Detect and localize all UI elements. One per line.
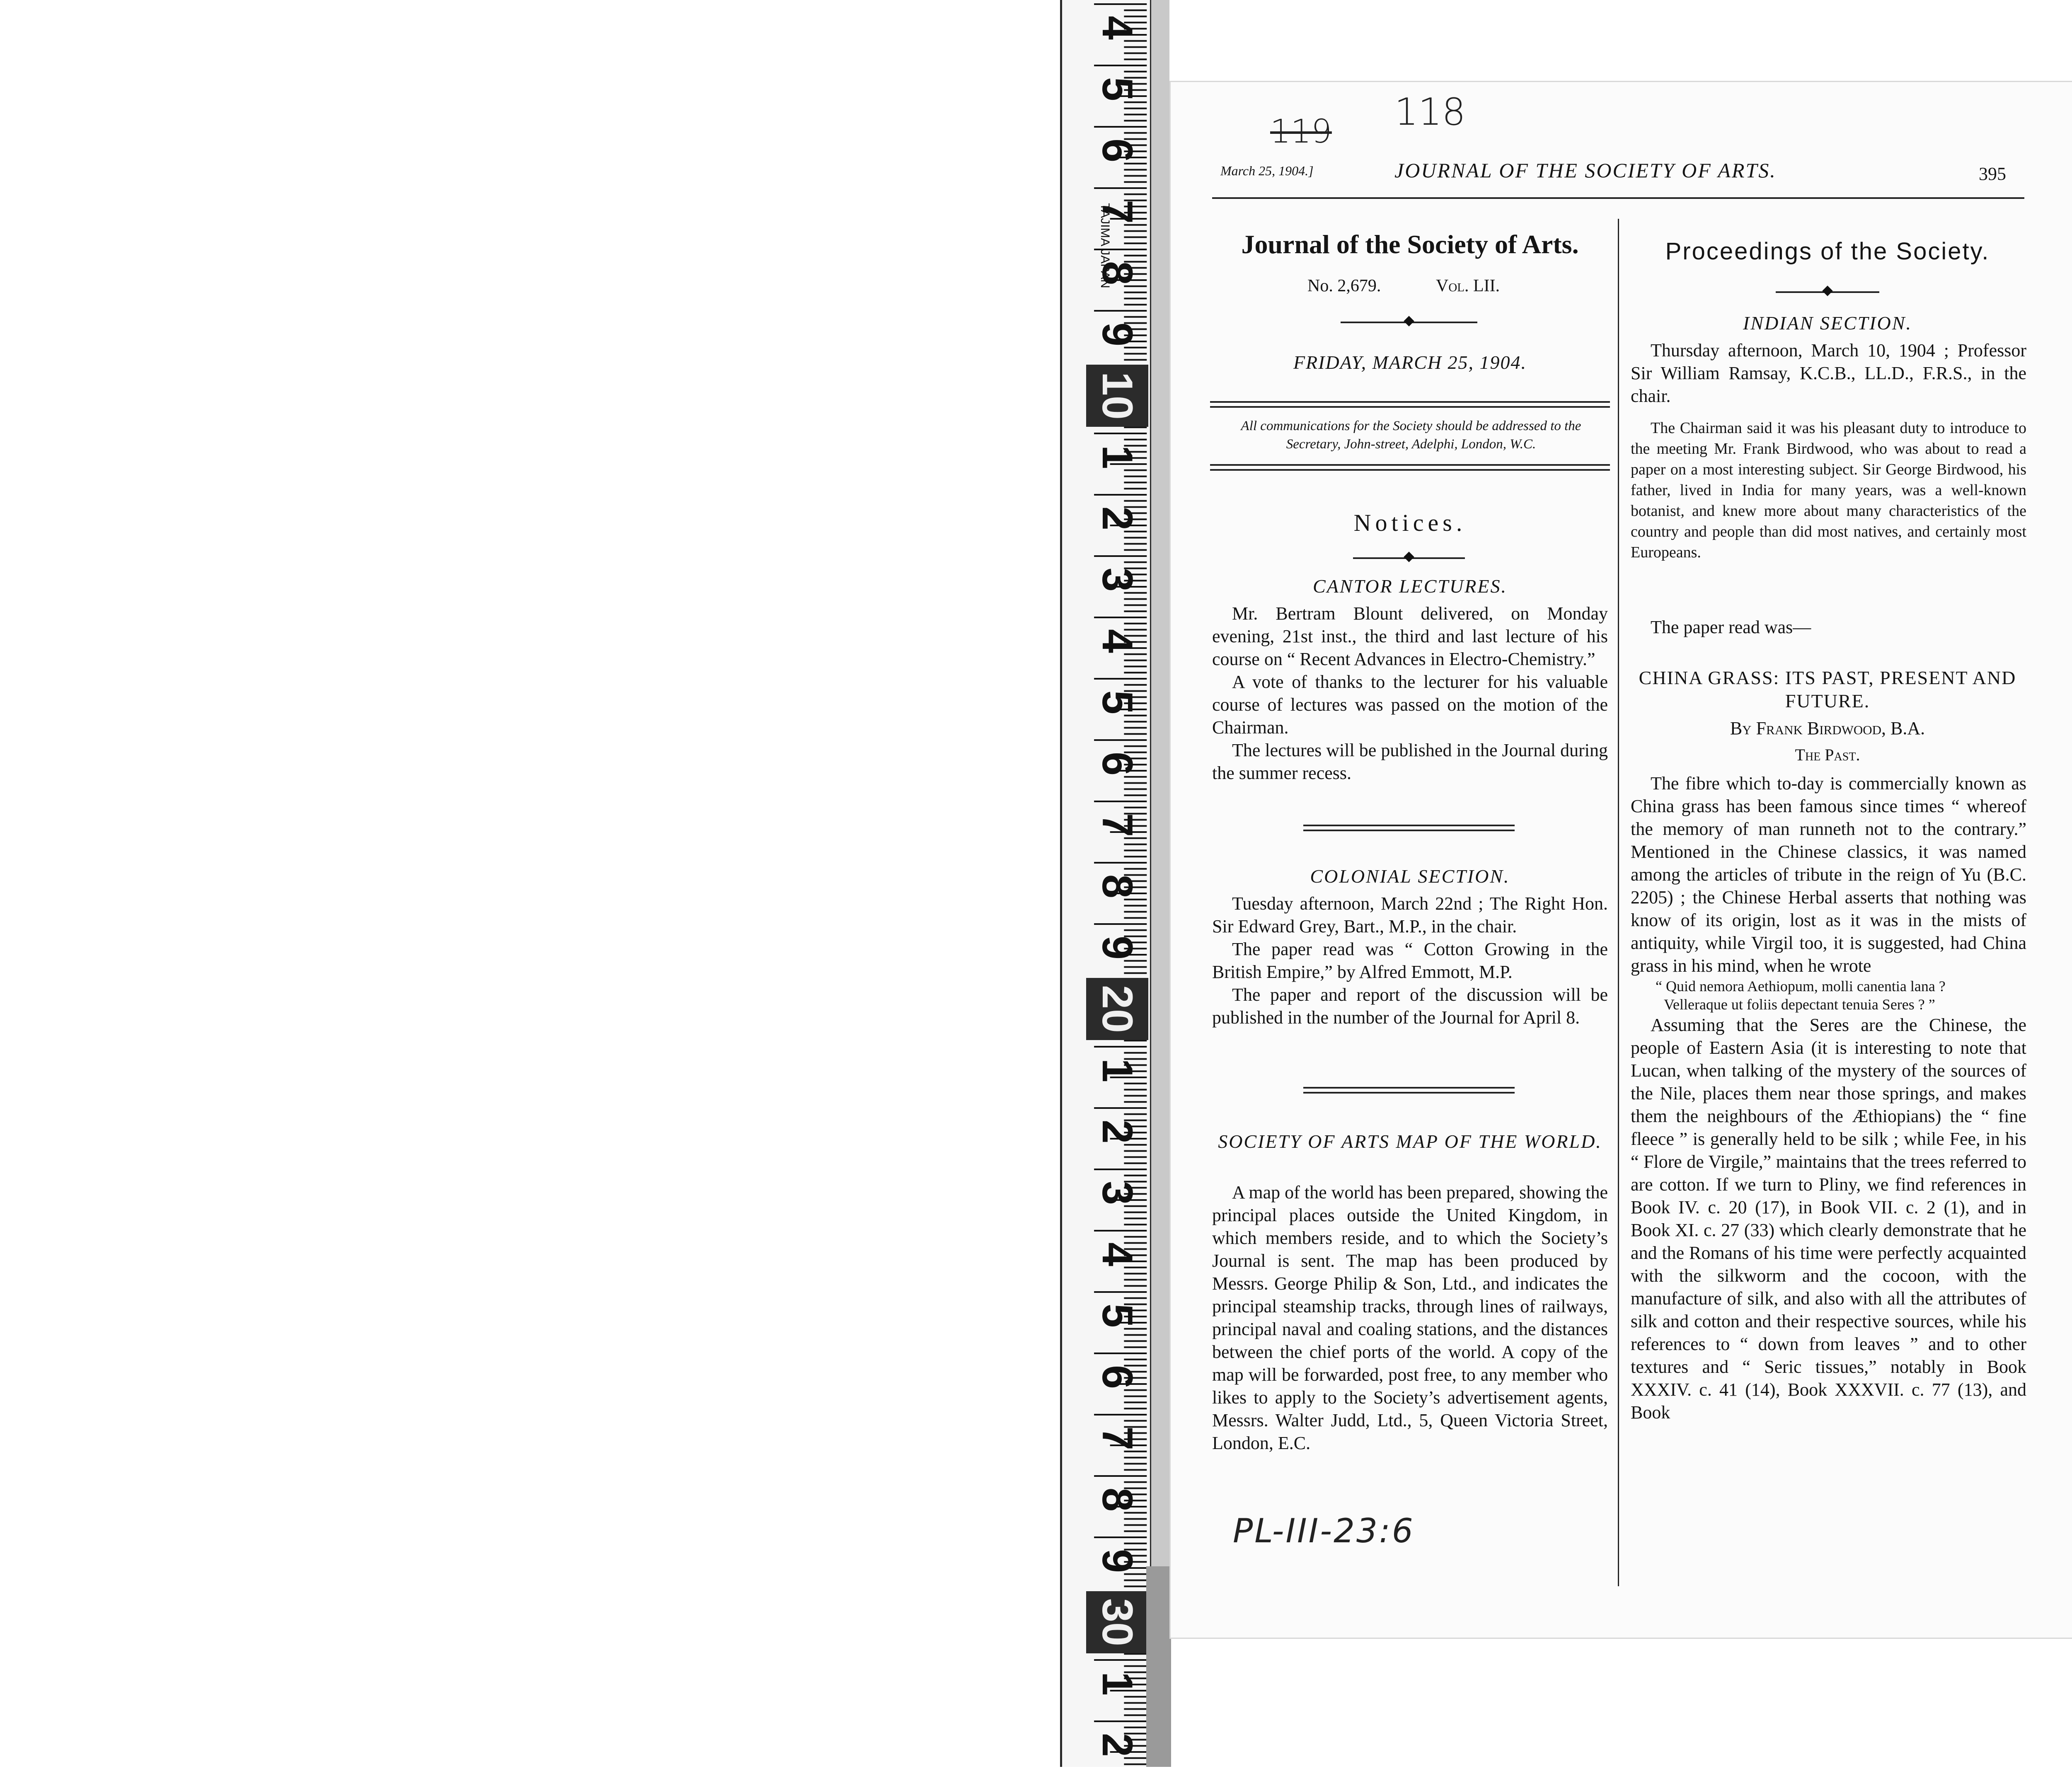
header-rule [1212, 197, 2024, 199]
ruler-number: 5 [1093, 690, 1141, 714]
paper-body [1631, 772, 2026, 1424]
ruler-number: 5 [1093, 77, 1141, 101]
ruler-number: 1 [1093, 445, 1141, 469]
paper-section-title: The Past. [1795, 745, 1860, 764]
column-divider [1618, 219, 1619, 1586]
issue-number: No. 2,679. [1307, 276, 1381, 295]
cantor-paragraph: The lectures will be published in the Journal during the summer recess. [1212, 740, 1608, 783]
indian-heading: INDIAN SECTION. [1743, 312, 1912, 334]
ruler-number: 1 [1093, 1672, 1141, 1696]
ruler-number: 4 [1093, 1242, 1141, 1266]
binding-shadow-lower [1146, 1566, 1171, 1767]
archive-mark: PL-III-23:6 [1233, 1512, 1415, 1550]
ruler-number: 2 [1093, 1120, 1141, 1144]
volume-number: Vol. LII. [1436, 276, 1500, 295]
cantor-section [1212, 602, 1608, 784]
double-rule-bottom [1210, 464, 1610, 471]
ruler-number: 6 [1093, 752, 1141, 776]
ruler-number: 2 [1093, 1733, 1141, 1757]
body-paragraph: The fibre which to-day is commercially known as China grass has been famous since times “ whereof the memory of man runneth not to the contrary.” Mentioned in the Chinese classics, it was named among the articles of tribute in the reign of Yu (B.C. 2205) ; the Chinese Herbal asserts that nothing was know of its origin, lost as it was in the mists of antiquity, while Virgil too, it is suggested, had China grass in his mind, when he wrote [1631, 773, 2026, 976]
ruler-number: 3 [1093, 568, 1141, 592]
communications-notice: All communications for the Society should be addressed to the Secretary, John-street, Adelphi, London, W.C. [1241, 419, 1581, 452]
ornament-divider [1341, 322, 1477, 323]
ruler-number: 8 [1093, 261, 1141, 285]
ruler-number: 20 [1086, 978, 1148, 1040]
ruler-number: 2 [1093, 506, 1141, 530]
ruler-number: 9 [1093, 936, 1141, 960]
ruler-number: 5 [1093, 1304, 1141, 1328]
cantor-paragraph: A vote of thanks to the lecturer for his valuable course of lectures was passed on the motion of the Chairman. [1212, 672, 1608, 738]
journal-page [1169, 81, 2072, 1639]
ruler-number: 3 [1093, 1181, 1141, 1205]
ruler-number: 9 [1093, 1549, 1141, 1573]
ruler-number: 8 [1093, 1488, 1141, 1512]
latin-quote-line: “ Quid nemora Aethiopum, molli canentia lana ? [1656, 978, 1946, 994]
struck-page-number: 119 [1270, 113, 1332, 150]
ruler-number: 6 [1093, 138, 1141, 162]
notices-heading: Notices. [1353, 509, 1467, 536]
paper-title: CHINA GRASS: ITS PAST, PRESENT AND FUTURE. [1639, 667, 2016, 711]
map-section [1212, 1181, 1608, 1454]
section-double-rule [1303, 1087, 1515, 1094]
ruler-number: 10 [1086, 365, 1148, 427]
ruler-number: 9 [1093, 322, 1141, 346]
ruler-number: 4 [1093, 629, 1141, 653]
issue-date: FRIDAY, MARCH 25, 1904. [1293, 352, 1527, 373]
handwritten-page-number: 118 [1394, 90, 1466, 134]
map-heading: SOCIETY OF ARTS MAP OF THE WORLD. [1218, 1131, 1602, 1152]
header-title: JOURNAL OF THE SOCIETY OF ARTS. [1394, 159, 1777, 182]
indian-paragraph: Thursday afternoon, March 10, 1904 ; Professor Sir William Ramsay, K.C.B., LL.D., F.R.S., in the chair. [1631, 340, 2026, 406]
cantor-paragraph: Mr. Bertram Blount delivered, on Monday evening, 21st inst., the third and last lecture of his course on “ Recent Advances in Electro-Chemistry.” [1212, 603, 1608, 669]
paper-author: By Frank Birdwood, B.A. [1730, 718, 1925, 738]
cantor-heading: CANTOR LECTURES. [1313, 576, 1507, 597]
ruler-number: 30 [1086, 1591, 1148, 1653]
colonial-heading: COLONIAL SECTION. [1310, 866, 1510, 887]
double-rule-top [1210, 401, 1610, 408]
colonial-paragraph: Tuesday afternoon, March 22nd ; The Right Hon. Sir Edward Grey, Bart., M.P., in the chair. [1212, 893, 1608, 936]
header-date: March 25, 1904.] [1220, 163, 1314, 178]
measuring-ruler [1060, 0, 1151, 1767]
ruler-number: 7 [1093, 813, 1141, 837]
body-paragraph: Assuming that the Seres are the Chinese, the people of Eastern Asia (it is interesting to note that Lucan, when talking of the mystery of the sources of the Nile, places them near those springs, and makes them the neighbours of the Æthiopians) the “ fine fleece ” is generally held to be silk ; while Fee, in his “ Flore de Virgile,” maintains that the trees referred to are cotton. If we turn to Pliny, we find references in Book IV. c. 20 (17), in Book VII. c. 2 (1), and in Book XI. c. 27 (33) which clearly demonstrate that he and the Romans of his time were perfectly acquainted with the silkworm and the cocoon, with the manufacture of silk, and also with all the attributes of silk and cotton and their respective sources, while his references to “ down from leaves ” and to other textures and “ Seric tissues,” notably in Book XXXIV. c. 41 (14), Book XXXVII. c. 77 (13), and Book [1631, 1015, 2026, 1423]
ruler-number: 7 [1093, 1426, 1141, 1450]
colonial-section [1212, 892, 1608, 1029]
section-double-rule [1303, 825, 1515, 831]
ruler-brand: TAJIMA JAPAN [1098, 203, 1112, 288]
ornament-divider [1776, 291, 1879, 293]
ruler-number: 6 [1093, 1365, 1141, 1389]
chairman-remarks [1631, 418, 2026, 563]
colonial-paragraph: The paper and report of the discussion will be published in the number of the Journal for April 8. [1212, 985, 1608, 1028]
proceedings-heading: Proceedings of the Society. [1665, 238, 1990, 265]
ruler-number: 7 [1093, 200, 1141, 224]
ruler-number: 8 [1093, 874, 1141, 898]
masthead: Journal of the Society of Arts. [1241, 230, 1579, 259]
ornament-divider [1353, 557, 1465, 559]
colonial-paragraph: The paper read was “ Cotton Growing in the British Empire,” by Alfred Emmott, M.P. [1212, 939, 1608, 982]
paper-read-line: The paper read was— [1651, 617, 1811, 637]
header-page-number: 395 [1979, 164, 2006, 184]
ruler-number: 1 [1093, 1058, 1141, 1082]
chairman-paragraph: The Chairman said it was his pleasant duty to introduce to the meeting Mr. Frank Birdwood, who was about to read a paper on a most interesting subject. Sir George Birdwood, his father, lived in India for many years, was a well-known botanist, and knew more about many characteristics of the country and people than did most natives, and certainly most Europeans. [1631, 419, 2026, 561]
ruler-number: 4 [1093, 16, 1141, 40]
map-paragraph: A map of the world has been prepared, showing the principal places outside the United Kingdom, in which members reside, and to which the Society’s Journal is sent. The map has been produced by Messrs. George Philip & Son, Ltd., and indicates the principal steamship tracks, through lines of railways, principal naval and coaling stations, and the distances between the chief ports of the world. A copy of the map will be forwarded, post free, to any member who likes to apply to the Society’s advertisement agents, Messrs. Walter Judd, Ltd., 5, Queen Victoria Street, London, E.C. [1212, 1182, 1608, 1453]
latin-quote-line: Velleraque ut foliis depectant tenuia Seres ? ” [1664, 996, 1935, 1013]
binding-shadow [1151, 0, 1169, 1767]
indian-section [1631, 339, 2026, 407]
